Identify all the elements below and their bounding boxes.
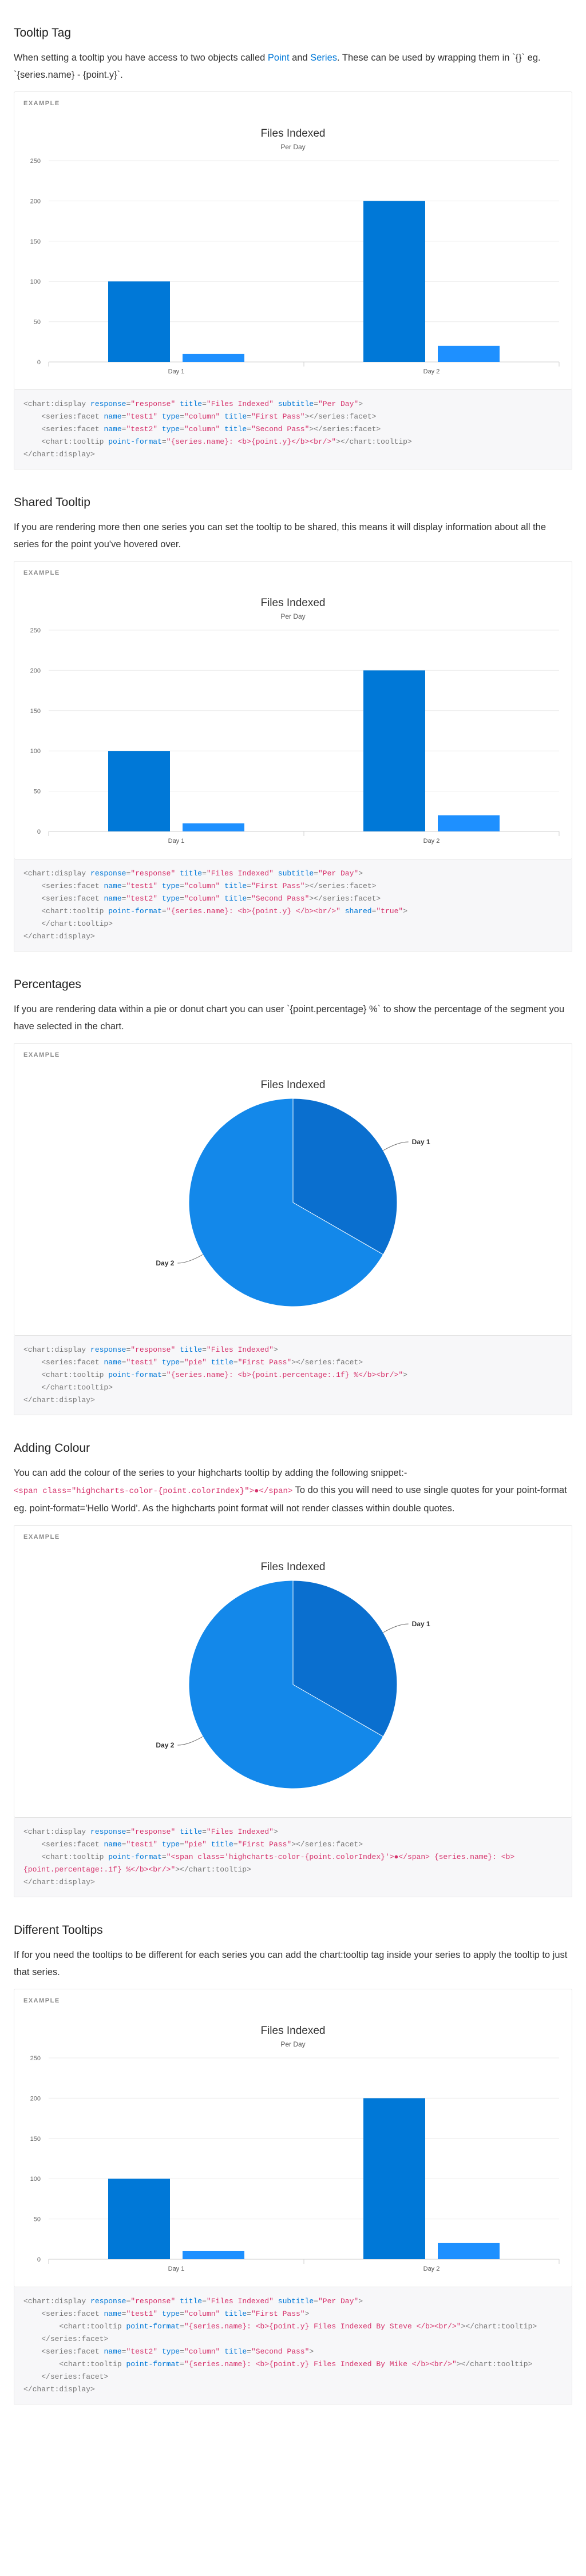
section-tooltip-tag [14, 0, 572, 469]
y-tick-label: 200 [30, 667, 41, 675]
y-tick-label: 100 [30, 2176, 41, 2183]
bar-first-pass [108, 281, 170, 362]
code-line: <chart:display response="response" title="Files Indexed"> [23, 1828, 278, 1836]
section-description: When setting a tooltip you have access to two objects called Point and Series. These can be used by wrapping them in `{}` eg. `{series.name} - {point.y}`. [14, 53, 541, 80]
bar-second-pass [183, 354, 244, 362]
x-tick-label: Day 1 [168, 368, 185, 375]
y-tick-label: 50 [33, 318, 41, 326]
y-tick-label: 0 [37, 2256, 41, 2263]
code-line: <chart:tooltip point-format="{series.name}: <b>{point.y} </b><br/>" shared="true"> [23, 907, 407, 915]
y-tick-label: 100 [30, 748, 41, 755]
code-line: <chart:display response="response" title="Files Indexed" subtitle="Per Day"> [23, 2297, 363, 2306]
pie-label: Day 1 [411, 1138, 430, 1146]
y-tick-label: 150 [30, 2135, 41, 2143]
example-label: EXAMPLE [23, 100, 60, 107]
code-line: <chart:tooltip point-format="{series.name}: <b>{point.y} Files Indexed By Steve </b><br/>"></chart:tooltip> [23, 2322, 537, 2331]
example-label: EXAMPLE [23, 1534, 60, 1540]
bar-first-pass [363, 2098, 425, 2259]
bar-second-pass [438, 815, 500, 831]
code-line: <series:facet name="test2" type="column" title="Second Pass"></series:facet> [23, 894, 381, 903]
chart-title: Files Indexed [260, 1079, 326, 1091]
bar-first-pass [363, 670, 425, 831]
pie-leader-line [383, 1624, 409, 1633]
y-tick-label: 150 [30, 707, 41, 715]
code-line: <series:facet name="test2" type="column" title="Second Pass"></series:facet> [23, 425, 381, 433]
bar-first-pass [108, 2179, 170, 2259]
y-tick-label: 250 [30, 627, 41, 634]
x-tick-label: Day 1 [168, 2266, 185, 2272]
code-line: </series:facet> [23, 2335, 109, 2343]
bar-first-pass [108, 751, 170, 831]
code-line: </chart:display> [23, 1878, 95, 1886]
y-tick-label: 50 [33, 2216, 41, 2223]
code-line: <series:facet name="test1" type="pie" title="First Pass"></series:facet> [23, 1840, 363, 1849]
chart-subtitle: Per Day [280, 2040, 306, 2048]
code-line: </series:facet> [23, 2372, 109, 2381]
code-line: <chart:tooltip point-format="{series.name}: <b>{point.y}</b><br/>"></chart:tooltip> [23, 437, 412, 446]
chart-title: Files Indexed [260, 2025, 326, 2037]
code-line: </chart:display> [23, 450, 95, 459]
y-tick-label: 150 [30, 238, 41, 245]
column-chart [14, 1989, 572, 2287]
code-line: <chart:tooltip point-format="<span class='highcharts-color-{point.colorIndex}'>●</span> {series.name}: <b>{point.percentage:.1f} %</b><br/>"></chart:tooltip> [23, 1853, 515, 1874]
section-description: If for you need the tooltips to be different for each series you can add the chart:tooltip tag inside your series to apply the tooltip to just that series. [14, 1950, 568, 1977]
section-shared-tooltip [14, 469, 572, 951]
bar-first-pass [363, 201, 425, 362]
code-line: <chart:display response="response" title="Files Indexed"> [23, 1345, 278, 1354]
x-tick-label: Day 1 [168, 838, 185, 845]
code-line: <series:facet name="test2" type="column" title="Second Pass"> [23, 2347, 314, 2356]
code-line: </chart:display> [23, 932, 95, 941]
code-line: <series:facet name="test1" type="column" title="First Pass"></series:facet> [23, 412, 377, 421]
code-line: <chart:display response="response" title="Files Indexed" subtitle="Per Day"> [23, 400, 363, 408]
pie-leader-line [177, 1737, 203, 1745]
pie-label: Day 2 [156, 1259, 175, 1267]
code-line: </chart:tooltip> [23, 919, 113, 928]
column-chart [14, 92, 572, 389]
code-line: <series:facet name="test1" type="column" title="First Pass"> [23, 2310, 310, 2318]
code-block [14, 2287, 572, 2404]
code-block [14, 1336, 572, 1415]
section-description: If you are rendering data within a pie or donut chart you can user `{point.percentage} %` to show the percentage of the segment you have selected in the chart. [14, 1004, 565, 1032]
chart-title: Files Indexed [260, 1561, 326, 1573]
example-box [14, 561, 572, 859]
y-tick-label: 0 [37, 359, 41, 366]
example-box [14, 1043, 572, 1336]
column-chart [14, 562, 572, 859]
pie-leader-line [383, 1142, 409, 1150]
example-box [14, 1525, 572, 1818]
code-line: </chart:tooltip> [23, 1383, 113, 1392]
example-label: EXAMPLE [23, 570, 60, 576]
x-tick-label: Day 2 [423, 2266, 440, 2272]
chart-subtitle: Per Day [280, 612, 306, 620]
bar-second-pass [183, 823, 244, 831]
series-link[interactable]: Series [310, 53, 338, 63]
section-title: Different Tooltips [14, 1924, 103, 1937]
section-description: If you are rendering more then one series you can set the tooltip to be shared, this means it will display information about all the series for the point you've hovered over. [14, 522, 547, 550]
code-line: <chart:display response="response" title="Files Indexed" subtitle="Per Day"> [23, 869, 363, 878]
code-line: </chart:display> [23, 2385, 95, 2394]
code-line: <chart:tooltip point-format="{series.name}: <b>{point.y} Files Indexed By Mike </b><br/>"></chart:tooltip> [23, 2360, 533, 2368]
y-tick-label: 0 [37, 829, 41, 835]
chart-title: Files Indexed [260, 128, 326, 140]
y-tick-label: 250 [30, 2055, 41, 2062]
example-label: EXAMPLE [23, 1997, 60, 2004]
colour-snippet: <span class="highcharts-color-{point.colorIndex}">●</span> [14, 1487, 293, 1496]
code-block [14, 1818, 572, 1897]
pie-label: Day 2 [156, 1741, 175, 1749]
y-tick-label: 200 [30, 198, 41, 205]
point-link[interactable]: Point [267, 53, 290, 63]
section-different-tooltips [14, 1897, 572, 2404]
bar-second-pass [438, 2243, 500, 2259]
section-adding-colour [14, 1415, 572, 1897]
chart-title: Files Indexed [260, 597, 326, 609]
code-line: <series:facet name="test1" type="column" title="First Pass"></series:facet> [23, 882, 377, 890]
code-line: </chart:display> [23, 1396, 95, 1404]
pie-chart [14, 1526, 572, 1817]
pie-label: Day 1 [411, 1620, 430, 1628]
pie-leader-line [177, 1255, 203, 1263]
example-box [14, 1989, 572, 2287]
code-block [14, 390, 572, 469]
section-title: Tooltip Tag [14, 26, 72, 39]
code-line: <chart:tooltip point-format="{series.name}: <b>{point.percentage:.1f} %</b><br/>"> [23, 1371, 407, 1379]
bar-second-pass [438, 346, 500, 362]
section-title: Shared Tooltip [14, 496, 90, 509]
section-description: You can add the colour of the series to your highcharts tooltip by adding the following snippet:- <span class="highcharts-color-{point.colorIndex}">●</span> To do this you will need to use single quotes for your point-format eg. point-format='Hello World'. As the highcharts point format will not render classes within double quotes. [14, 1468, 567, 1514]
section-title: Percentages [14, 978, 81, 991]
y-tick-label: 50 [33, 788, 41, 795]
x-tick-label: Day 2 [423, 838, 440, 845]
y-tick-label: 200 [30, 2095, 41, 2103]
example-label: EXAMPLE [23, 1052, 60, 1058]
chart-subtitle: Per Day [280, 143, 306, 151]
y-tick-label: 250 [30, 158, 41, 165]
pie-chart [14, 1044, 572, 1335]
code-line: <series:facet name="test1" type="pie" title="First Pass"></series:facet> [23, 1358, 363, 1367]
section-percentages [14, 951, 572, 1415]
example-box [14, 91, 572, 390]
code-block [14, 859, 572, 951]
section-title: Adding Colour [14, 1442, 90, 1455]
bar-second-pass [183, 2251, 244, 2259]
y-tick-label: 100 [30, 278, 41, 286]
x-tick-label: Day 2 [423, 368, 440, 375]
